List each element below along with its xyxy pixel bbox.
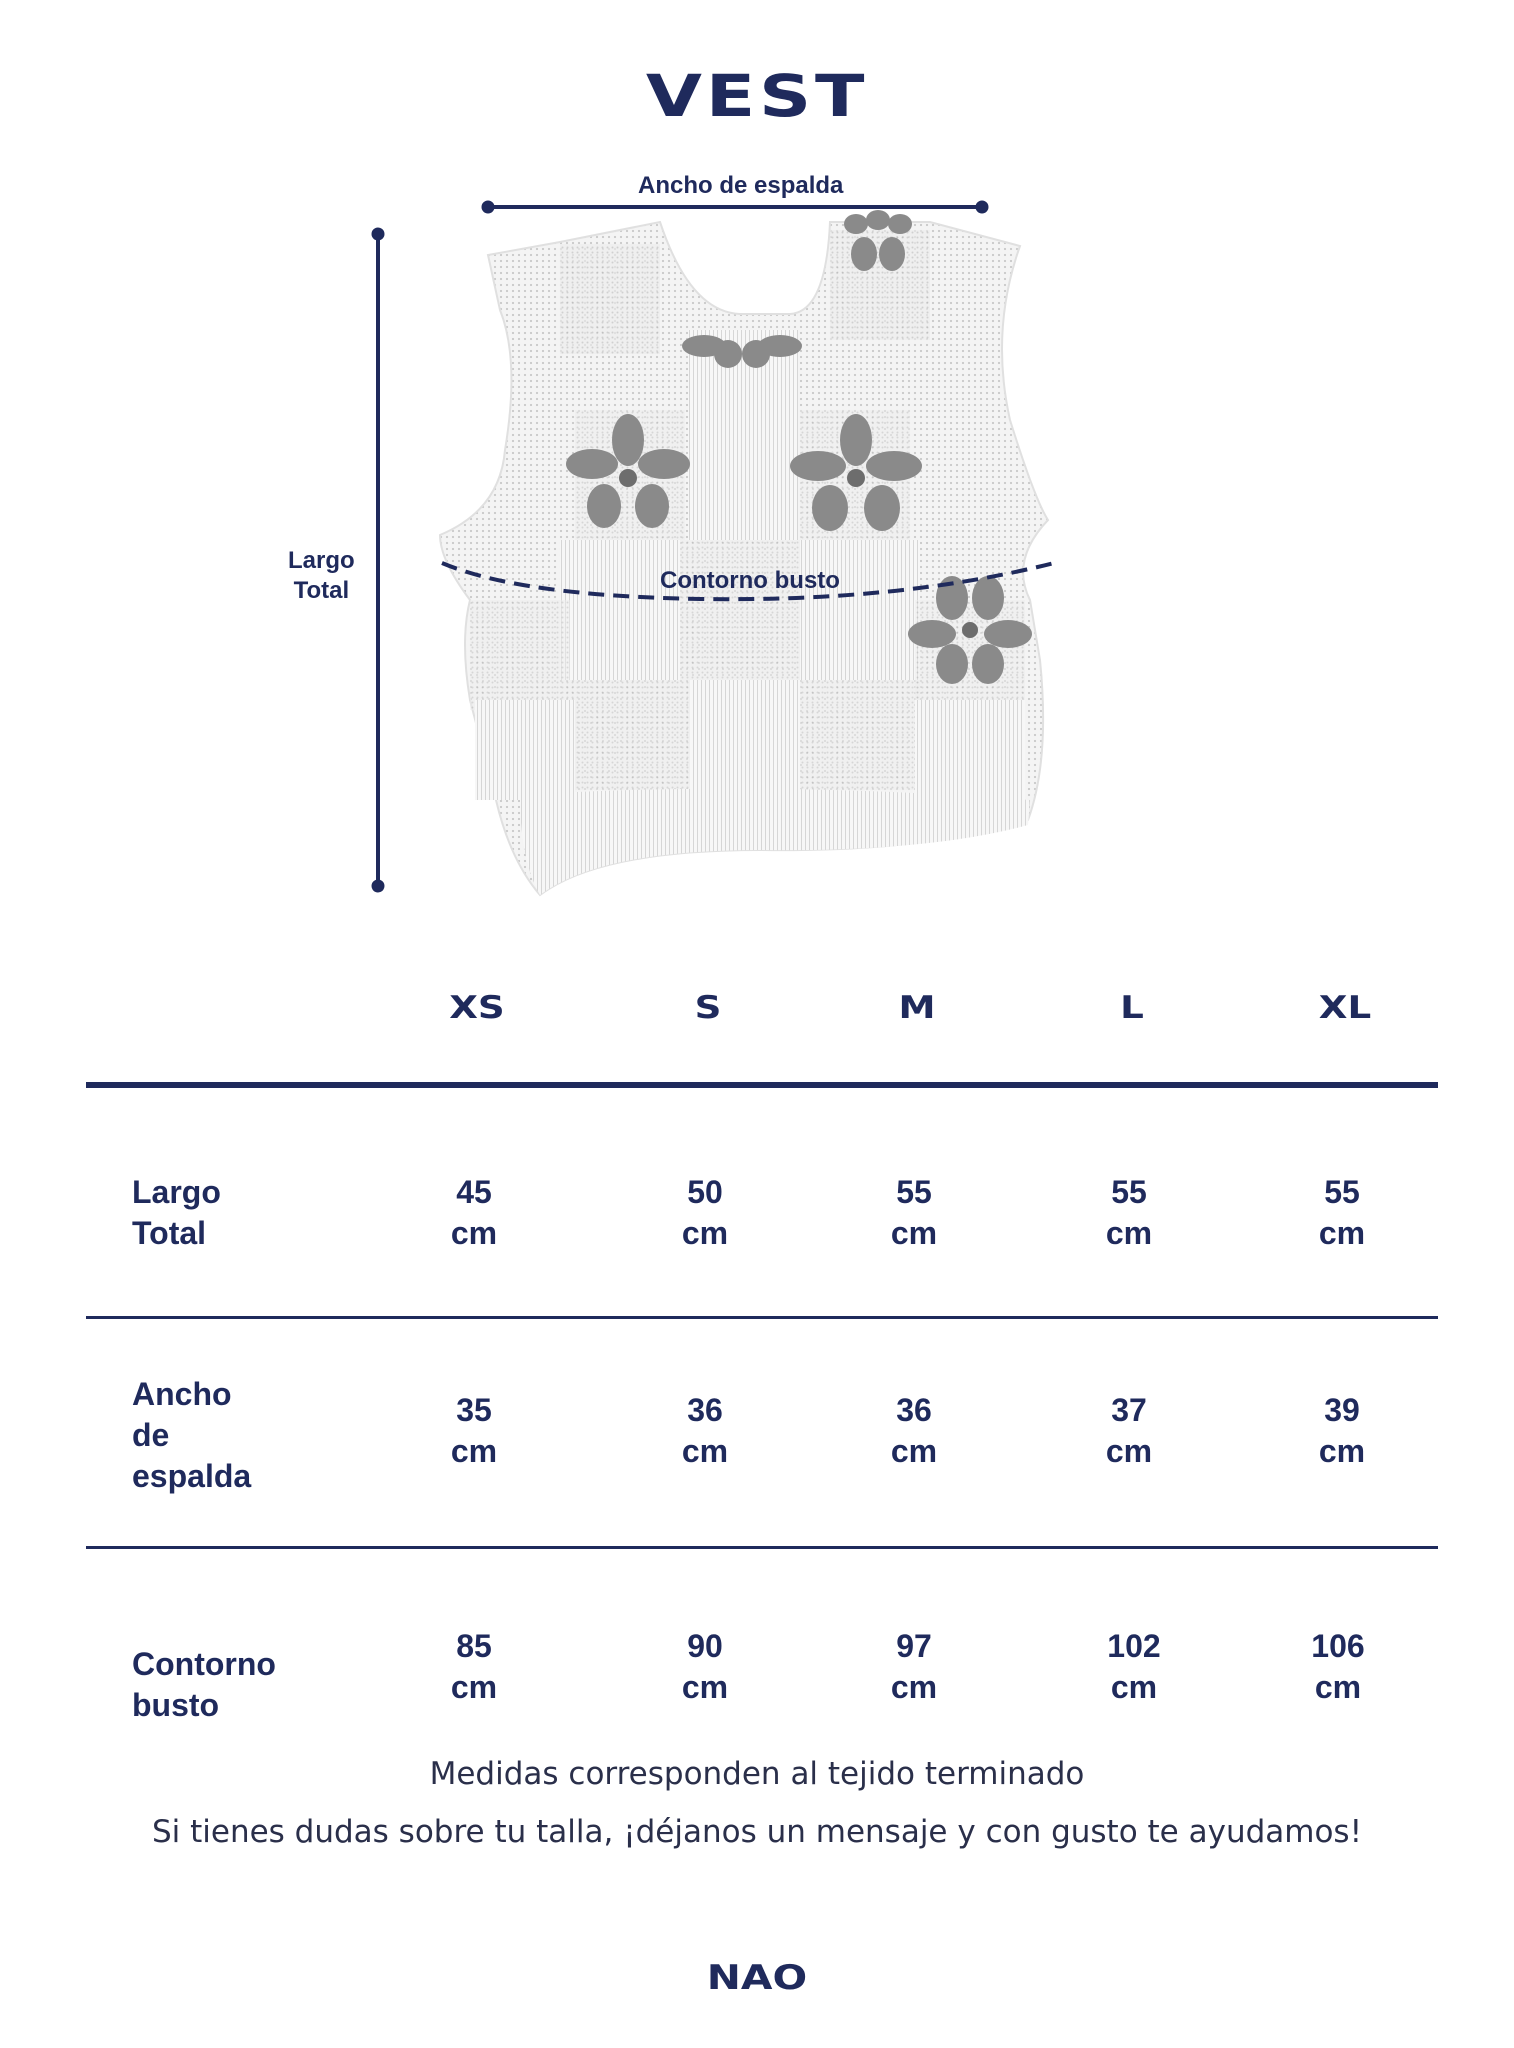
table-cell <box>1059 1172 1199 1254</box>
table-row-divider <box>86 1316 1438 1319</box>
row-label-ancho-de-espalda <box>132 1374 251 1497</box>
cell-unit: cm <box>681 1433 729 1469</box>
length-label-line1: Largo <box>288 547 355 574</box>
table-cell <box>404 1626 544 1708</box>
cell-value: 55 <box>1111 1174 1147 1210</box>
note-size-help: Si tienes dudas sobre tu talla, ¡déjanos un mensaje y con gusto te ayudamos! <box>151 1814 1363 1850</box>
note-finished-fabric: Medidas corresponden al tejido terminado <box>429 1756 1085 1792</box>
width-measure-end-dot <box>976 201 988 213</box>
table-cell <box>635 1626 775 1708</box>
cell-value: 97 <box>896 1628 932 1664</box>
table-cell <box>844 1626 984 1708</box>
table-cell <box>844 1172 984 1254</box>
cell-unit: cm <box>450 1433 498 1469</box>
table-cell <box>1268 1626 1408 1708</box>
cell-unit: cm <box>1105 1215 1153 1251</box>
table-header-divider <box>86 1082 1438 1088</box>
row-label-line: Largo <box>132 1174 221 1210</box>
size-header-xs: XS <box>449 990 505 1026</box>
cell-value: 102 <box>1107 1628 1161 1664</box>
row-label-line: de <box>132 1417 170 1453</box>
size-header-xl: XL <box>1318 990 1372 1026</box>
length-measure-label <box>288 546 355 606</box>
table-cell <box>1064 1626 1204 1708</box>
table-cell <box>635 1172 775 1254</box>
length-measure-bottom-dot <box>372 880 384 892</box>
table-cell <box>404 1172 544 1254</box>
cell-value: 35 <box>456 1392 492 1428</box>
cell-value: 37 <box>1111 1392 1147 1428</box>
row-label-line: espalda <box>132 1458 252 1494</box>
size-header-s: S <box>694 990 722 1026</box>
table-cell <box>1272 1390 1412 1472</box>
vest-diagram <box>0 0 1514 920</box>
length-measure-top-dot <box>372 228 384 240</box>
row-label-line: Ancho <box>132 1376 232 1412</box>
row-label-line: Total <box>132 1215 207 1251</box>
cell-unit: cm <box>890 1669 938 1705</box>
table-cell <box>635 1390 775 1472</box>
table-cell <box>1272 1172 1412 1254</box>
cell-value: 85 <box>456 1628 492 1664</box>
cell-value: 36 <box>896 1392 932 1428</box>
cell-value: 36 <box>687 1392 723 1428</box>
bust-measure-label: Contorno busto <box>660 567 840 594</box>
cell-value: 90 <box>687 1628 723 1664</box>
cell-unit: cm <box>1105 1433 1153 1469</box>
table-cell <box>844 1390 984 1472</box>
cell-value: 106 <box>1311 1628 1365 1664</box>
row-label-line: busto <box>132 1687 220 1723</box>
size-header-m: M <box>898 990 936 1026</box>
table-cell <box>404 1390 544 1472</box>
size-header-l: L <box>1120 990 1144 1026</box>
cell-unit: cm <box>681 1215 729 1251</box>
cell-value: 50 <box>687 1174 723 1210</box>
row-label-largo-total <box>132 1172 221 1254</box>
vest-illustration <box>440 210 1048 895</box>
cell-unit: cm <box>1110 1669 1158 1705</box>
row-label-line: Contorno <box>132 1646 276 1682</box>
cell-unit: cm <box>450 1669 498 1705</box>
brand-logo: NAO <box>706 1958 808 1998</box>
page-title: VEST <box>645 62 869 130</box>
cell-value: 55 <box>1324 1174 1360 1210</box>
cell-value: 55 <box>896 1174 932 1210</box>
cell-unit: cm <box>890 1433 938 1469</box>
width-measure-label: Ancho de espalda <box>638 172 844 199</box>
width-measure-start-dot <box>482 201 494 213</box>
table-row-divider <box>86 1546 1438 1549</box>
table-cell <box>1059 1390 1199 1472</box>
length-label-line2: Total <box>293 577 350 604</box>
cell-unit: cm <box>890 1215 938 1251</box>
cell-unit: cm <box>450 1215 498 1251</box>
row-label-contorno-busto <box>132 1644 276 1726</box>
cell-unit: cm <box>1318 1215 1366 1251</box>
cell-value: 45 <box>456 1174 492 1210</box>
cell-unit: cm <box>1314 1669 1362 1705</box>
cell-unit: cm <box>1318 1433 1366 1469</box>
cell-unit: cm <box>681 1669 729 1705</box>
cell-value: 39 <box>1324 1392 1360 1428</box>
